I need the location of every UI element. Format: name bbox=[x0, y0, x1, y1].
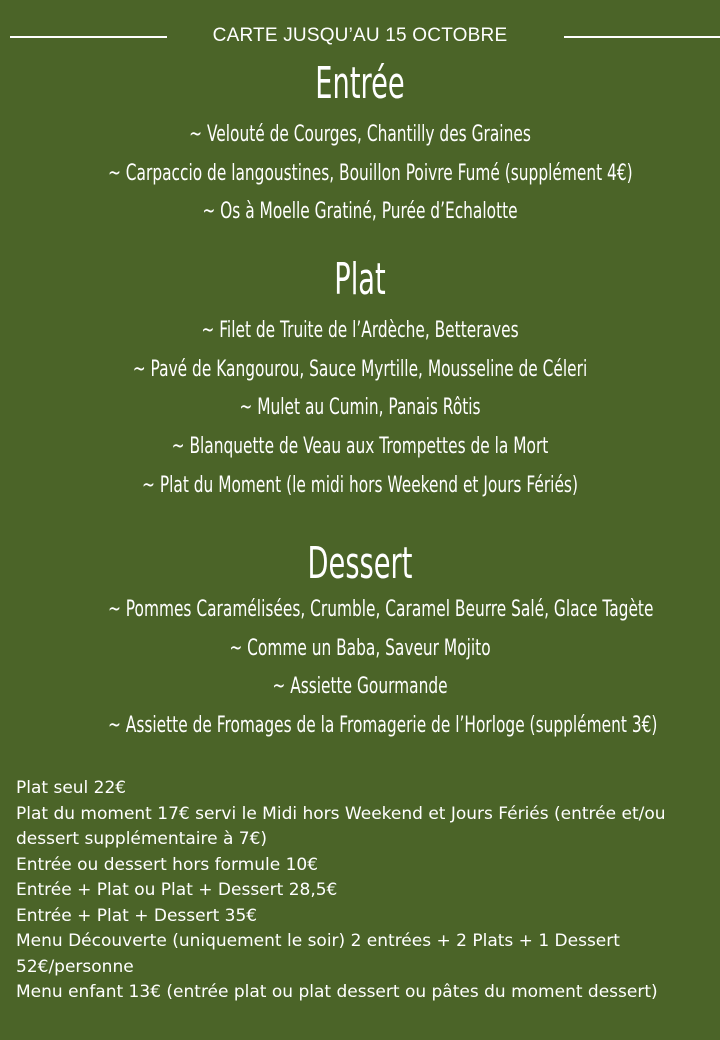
list-item: ~ Assiette de Fromages de la Fromagerie de l’Horloge (supplément 3€) bbox=[108, 713, 658, 739]
list-item: ~ Carpaccio de langoustines, Bouillon Poivre Fumé (supplément 4€) bbox=[108, 160, 633, 186]
pricing-line: Entrée ou dessert hors formule 10€ bbox=[16, 854, 319, 875]
list-item: ~ Mulet au Cumin, Panais Rôtis bbox=[239, 395, 481, 421]
section-title-entree: Entrée bbox=[315, 58, 405, 109]
section-title-dessert: Dessert bbox=[307, 538, 413, 589]
list-item: ~ Comme un Baba, Saveur Mojito bbox=[229, 635, 491, 661]
list-item: ~ Blanquette de Veau aux Trompettes de la Mort bbox=[171, 434, 549, 460]
list-item: ~ Os à Moelle Gratiné, Purée d’Echalotte bbox=[202, 199, 518, 225]
pricing-line: Menu enfant 13€ (entrée plat ou plat dessert ou pâtes du moment dessert) bbox=[16, 982, 658, 1002]
pricing-line: Entrée + Plat ou Plat + Dessert 28,5€ bbox=[16, 880, 338, 900]
list-item: ~ Pavé de Kangourou, Sauce Myrtille, Mousseline de Céleri bbox=[132, 356, 588, 382]
pricing-line: Plat seul 22€ bbox=[16, 778, 127, 798]
header-right-rule bbox=[564, 36, 720, 38]
header-title: CARTE JUSQU’AU 15 OCTOBRE bbox=[212, 25, 508, 46]
menu-header bbox=[0, 22, 720, 50]
pricing-block bbox=[16, 776, 706, 1006]
pricing-line: Entrée + Plat + Dessert 35€ bbox=[16, 905, 258, 926]
pricing-line: Menu Découverte (uniquement le soir) 2 entrées + 2 Plats + 1 Dessert 52€/personne bbox=[16, 931, 620, 977]
entree-list bbox=[0, 116, 720, 232]
list-item: ~ Plat du Moment (le midi hors Weekend et Jours Fériés) bbox=[142, 472, 578, 498]
pricing-line: Plat du moment 17€ servi le Midi hors Weekend et Jours Fériés (entrée et/ou dessert supplémentaire à 7€) bbox=[16, 803, 666, 849]
list-item: ~ Pommes Caramélisées, Crumble, Caramel Beurre Salé, Glace Tagète bbox=[108, 597, 654, 622]
list-item: ~ Velouté de Courges, Chantilly des Graines bbox=[189, 122, 531, 147]
list-item: ~ Filet de Truite de l’Ardèche, Betteraves bbox=[201, 318, 519, 343]
list-item: ~ Assiette Gourmande bbox=[272, 674, 448, 700]
plat-list bbox=[0, 312, 720, 506]
dessert-list bbox=[0, 591, 720, 746]
section-title-plat: Plat bbox=[334, 254, 386, 305]
